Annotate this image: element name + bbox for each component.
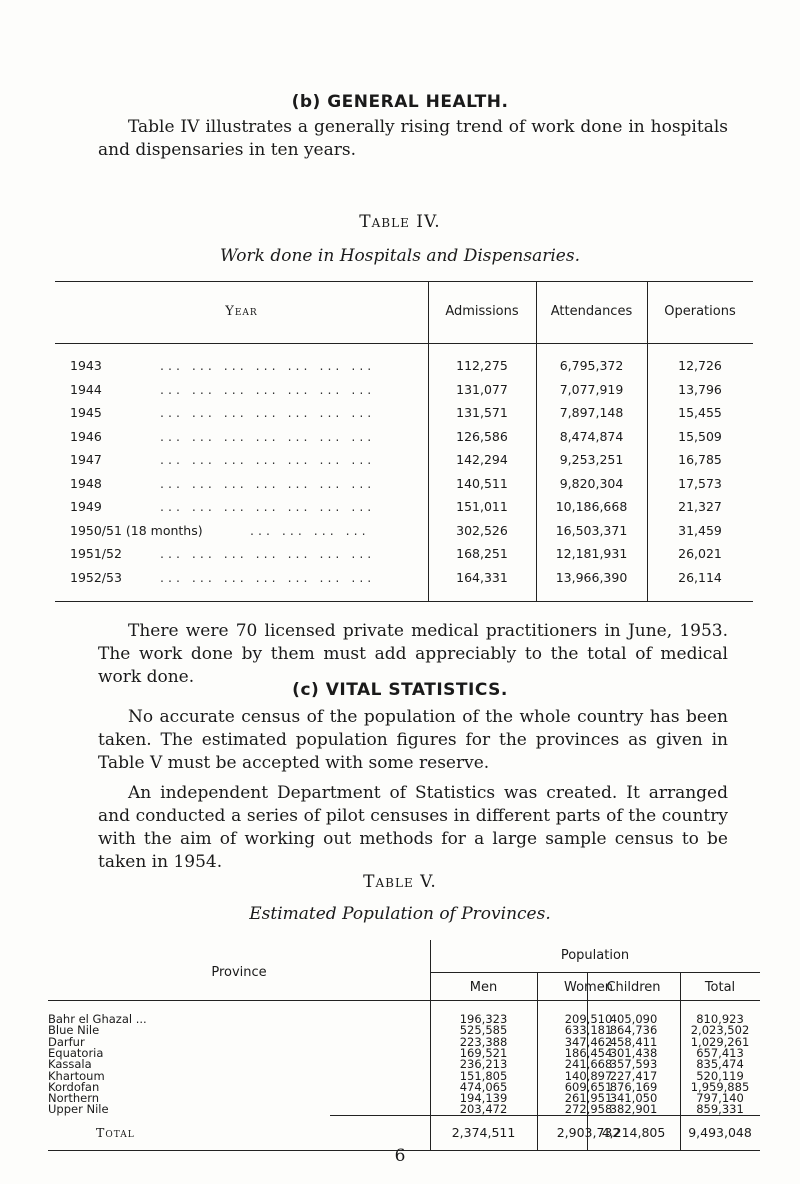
table5-women-cell: 186,454 bbox=[564, 1045, 613, 1060]
table5-total-cell: 657,413 bbox=[696, 1045, 744, 1060]
table4-leader-dots: ... ... ... ... ... ... ... bbox=[160, 358, 376, 373]
table4-leader-dots: ... ... ... ... ... ... ... bbox=[160, 428, 376, 444]
table4-attendances-cell: 8,474,874 bbox=[559, 428, 624, 444]
table5-total-total: 9,493,048 bbox=[688, 1125, 752, 1140]
table5-children-cell: 876,169 bbox=[609, 1079, 658, 1094]
paragraph-text: There were 70 licensed private medical practitioners in June, 1953. The work done by them must add appreciably to the total of medical work done. bbox=[98, 621, 728, 687]
table4-admissions-cell: 142,294 bbox=[456, 452, 508, 467]
paragraph-text: An independent Department of Statistics was created. It arranged and conducted a series of pilot censuses in different parts of the country with the aim of working out methods for a large sample census to be taken in 1954. bbox=[98, 783, 728, 872]
table5-total-women: 2,903,732 bbox=[556, 1125, 621, 1140]
table4-attendances-cell: 9,820,304 bbox=[559, 475, 624, 491]
table5-province-cell: Blue Nile bbox=[48, 1023, 100, 1038]
table5-women-cell: 140,897 bbox=[564, 1068, 613, 1083]
table5-province-cell: Upper Nile bbox=[48, 1102, 109, 1117]
table4-attendances-cell: 16,503,371 bbox=[555, 522, 628, 538]
table4-year-cell: 1946 bbox=[70, 428, 102, 444]
table4-attendances-cell: 10,186,668 bbox=[555, 499, 628, 514]
table5-total-cell: 810,923 bbox=[696, 1012, 744, 1026]
table5-men-cell: 474,065 bbox=[459, 1079, 508, 1094]
table4-admissions-cell: 168,251 bbox=[456, 546, 508, 561]
table4-leader-dots: ... ... ... ... ... ... ... bbox=[160, 569, 376, 585]
table4-attendances-cell: 7,897,148 bbox=[559, 405, 624, 420]
table5-men-cell: 151,805 bbox=[459, 1068, 508, 1083]
table4-admissions-cell: 112,275 bbox=[456, 358, 508, 373]
table5-men-cell: 169,521 bbox=[459, 1045, 508, 1060]
table5-total-label: Total bbox=[96, 1125, 135, 1140]
table5-women-cell: 609,651 bbox=[564, 1079, 613, 1094]
table5-men-cell: 203,472 bbox=[459, 1102, 508, 1117]
table5-total-cell: 859,331 bbox=[696, 1102, 744, 1117]
table5-header-women: Women bbox=[564, 980, 613, 995]
table4-year-cell: 1945 bbox=[70, 405, 102, 420]
table5-header-men: Men bbox=[469, 980, 498, 995]
table4-year-cell: 1948 bbox=[70, 475, 102, 491]
table5-women-cell: 261,951 bbox=[564, 1091, 613, 1106]
table4-bottom-rule bbox=[55, 601, 753, 602]
heading-vital-statistics: (c) VITAL STATISTICS. bbox=[292, 680, 508, 700]
table5-children-cell: 405,090 bbox=[609, 1012, 658, 1026]
table5-women-cell: 272,958 bbox=[564, 1102, 613, 1117]
table5-total-men: 2,374,511 bbox=[451, 1125, 516, 1140]
table5-subheader-rule bbox=[430, 972, 760, 973]
table4-leader-dots: ... ... ... ... bbox=[250, 522, 370, 538]
table5-total-cell: 1,959,885 bbox=[690, 1079, 750, 1094]
paragraph-census bbox=[98, 706, 728, 775]
table5-men-cell: 196,323 bbox=[459, 1012, 508, 1026]
table5-children-cell: 864,736 bbox=[609, 1023, 658, 1038]
table4-operations-cell: 21,327 bbox=[678, 499, 722, 514]
table4-admissions-cell: 164,331 bbox=[456, 569, 508, 585]
table5-province-cell: Khartoum bbox=[48, 1068, 105, 1083]
table5-subtitle: Estimated Population of Provinces. bbox=[249, 904, 551, 924]
table4-admissions-cell: 151,011 bbox=[456, 499, 508, 514]
table5-province-cell: Northern bbox=[48, 1091, 100, 1106]
table4-year-cell: 1949 bbox=[70, 499, 102, 514]
table5-province-cell: Equatoria bbox=[48, 1045, 104, 1060]
table4-leader-dots: ... ... ... ... ... ... ... bbox=[160, 405, 376, 420]
table5-children-cell: 227,417 bbox=[609, 1068, 658, 1083]
table4-year-cell: 1951/52 bbox=[70, 546, 122, 561]
table5-total-cell: 797,140 bbox=[696, 1091, 744, 1106]
table4-subtitle: Work done in Hospitals and Dispensaries. bbox=[219, 246, 580, 266]
table5-men-cell: 525,585 bbox=[459, 1023, 508, 1038]
table4-attendances-cell: 12,181,931 bbox=[555, 546, 628, 561]
table4-attendances-cell: 13,966,390 bbox=[555, 569, 628, 585]
table5-children-cell: 382,901 bbox=[609, 1102, 658, 1117]
table4-title: Table IV. bbox=[359, 212, 441, 232]
table4-top-rule bbox=[55, 281, 753, 282]
table5-men-cell: 236,213 bbox=[459, 1057, 508, 1072]
table5-province-cell: Bahr el Ghazal ... bbox=[48, 1012, 147, 1026]
table5-men-cell: 223,388 bbox=[459, 1034, 508, 1049]
table4-operations-cell: 26,114 bbox=[678, 569, 722, 585]
table4-operations-cell: 31,459 bbox=[678, 522, 722, 538]
page-number: 6 bbox=[394, 1146, 406, 1166]
heading-general-health: (b) GENERAL HEALTH. bbox=[291, 92, 509, 112]
paragraph-general-health bbox=[98, 116, 728, 162]
table5-women-cell: 241,668 bbox=[564, 1057, 613, 1072]
table4-attendances-cell: 6,795,372 bbox=[559, 358, 624, 373]
table5-province-cell: Darfur bbox=[48, 1034, 85, 1049]
table4-leader-dots: ... ... ... ... ... ... ... bbox=[160, 499, 376, 514]
table4-year-cell: 1944 bbox=[70, 381, 102, 397]
table4-operations-cell: 15,455 bbox=[678, 405, 722, 420]
table4-leader-dots: ... ... ... ... ... ... ... bbox=[160, 546, 376, 561]
table5-province-cell: Kassala bbox=[48, 1057, 92, 1072]
table4-year-cell: 1943 bbox=[70, 358, 102, 373]
table4-operations-cell: 26,021 bbox=[678, 546, 722, 561]
table4-attendances-cell: 7,077,919 bbox=[559, 381, 624, 397]
table4-header-operations: Operations bbox=[664, 304, 736, 319]
table5-total-cell: 520,119 bbox=[696, 1068, 744, 1083]
table5-children-cell: 458,411 bbox=[609, 1034, 658, 1049]
table4-operations-cell: 15,509 bbox=[678, 428, 722, 444]
table4-operations-cell: 16,785 bbox=[678, 452, 722, 467]
table4-header-year: Year bbox=[225, 304, 258, 319]
table4-operations-cell: 17,573 bbox=[678, 475, 722, 491]
table5-total-cell: 2,023,502 bbox=[690, 1023, 750, 1038]
table4-operations-cell: 12,726 bbox=[678, 358, 722, 373]
table5-men-cell: 194,139 bbox=[459, 1091, 508, 1106]
table4-header-rule bbox=[55, 343, 753, 344]
table4-admissions-cell: 140,511 bbox=[456, 475, 508, 491]
paragraph-text: Table IV illustrates a generally rising trend of work done in hospitals and dispensaries in ten years. bbox=[98, 117, 728, 160]
table4-leader-dots: ... ... ... ... ... ... ... bbox=[160, 381, 376, 397]
table5-header-population: Population bbox=[560, 948, 630, 963]
table4-leader-dots: ... ... ... ... ... ... ... bbox=[160, 452, 376, 467]
table4-year-cell: 1950/51 (18 months) bbox=[70, 522, 203, 538]
table5-header-children-label: Children bbox=[606, 980, 661, 995]
table4-admissions-cell: 131,077 bbox=[456, 381, 508, 397]
table4-year-cell: 1947 bbox=[70, 452, 102, 467]
table5-header-rule bbox=[48, 1000, 760, 1001]
table4-header-attendances: Attendances bbox=[550, 304, 633, 319]
table5-women-cell: 633,181 bbox=[564, 1023, 613, 1038]
table5-children-cell: 301,438 bbox=[609, 1045, 658, 1060]
table4-year-cell: 1952/53 bbox=[70, 569, 122, 585]
paragraph-statistics-dept bbox=[98, 782, 728, 874]
table5-header-total: Total bbox=[704, 980, 736, 995]
table5-children-cell: 341,050 bbox=[609, 1091, 658, 1106]
table4-leader-dots: ... ... ... ... ... ... ... bbox=[160, 475, 376, 491]
table5-total-cell: 835,474 bbox=[696, 1057, 744, 1072]
table5-women-cell: 209,510 bbox=[564, 1012, 613, 1026]
table4-header-admissions: Admissions bbox=[445, 304, 519, 319]
table5-total-cell: 1,029,261 bbox=[690, 1034, 750, 1049]
table4-operations-cell: 13,796 bbox=[678, 381, 722, 397]
table4-admissions-cell: 131,571 bbox=[456, 405, 508, 420]
table5-title: Table V. bbox=[363, 872, 437, 892]
table5-children-cell: 357,593 bbox=[609, 1057, 658, 1072]
paragraph-practitioners bbox=[98, 620, 728, 689]
paragraph-text: No accurate census of the population of the whole country has been taken. The estimated population figures for the provinces as given in Table V must be accepted with some reserve. bbox=[98, 707, 728, 773]
table5-total-children: 4,214,805 bbox=[601, 1125, 666, 1140]
table5-header-province: Province bbox=[211, 965, 267, 980]
table5-women-cell: 347,462 bbox=[564, 1034, 613, 1049]
table4-attendances-cell: 9,253,251 bbox=[559, 452, 624, 467]
table4-admissions-cell: 302,526 bbox=[456, 522, 508, 538]
table4-admissions-cell: 126,586 bbox=[456, 428, 508, 444]
table5-province-cell: Kordofan bbox=[48, 1079, 100, 1094]
